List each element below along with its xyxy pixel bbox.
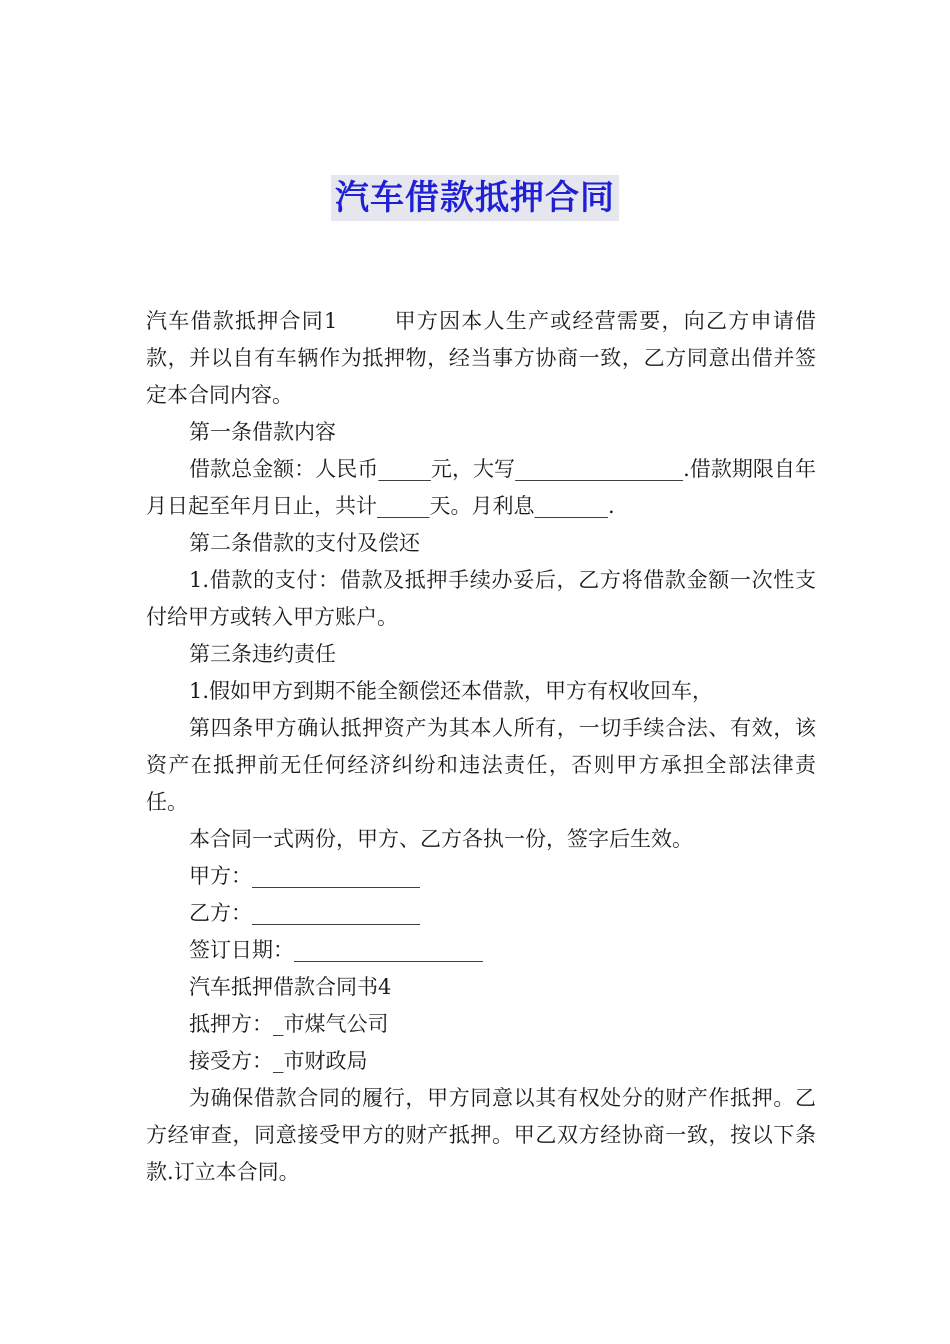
payment-paragraph: 1.借款的支付：借款及抵押手续办妥后，乙方将借款金额一次性支付给甲方或转入甲方账户。: [146, 568, 816, 629]
title-container: [0, 175, 950, 221]
mortgagor-line: 抵押方：_市煤气公司: [189, 1012, 389, 1036]
document-title: 汽车借款抵押合同: [331, 175, 619, 221]
breach-paragraph: 1.假如甲方到期不能全额偿还本借款，甲方有权收回车，: [189, 679, 714, 703]
paragraph-intro: [146, 303, 816, 414]
party-b-signature: 乙方：________________: [189, 901, 420, 925]
article-3-heading: 第三条违约责任: [189, 642, 336, 666]
party-a-signature: 甲方：________________: [189, 864, 420, 888]
section-heading-4: 汽车抵押借款合同书4: [189, 975, 392, 999]
loan-amount-paragraph: 借款总金额：人民币_____元，大写________________.借款期限自年月日起至年月日止，共计_____天。月利息_______.: [146, 457, 816, 518]
copies-paragraph: 本合同一式两份，甲方、乙方各执一份，签字后生效。: [189, 827, 693, 851]
document-body: [146, 303, 816, 1191]
mortgagee-line: 接受方：_市财政局: [189, 1049, 368, 1073]
article-4-paragraph: 第四条甲方确认抵押资产为其本人所有，一切手续合法、有效，该资产在抵押前无任何经济纠纷和违法责任，否则甲方承担全部法律责任。: [146, 716, 816, 814]
closing-paragraph: 为确保借款合同的履行，甲方同意以其有权处分的财产作抵押。乙方经审查，同意接受甲方的财产抵押。甲乙双方经协商一致，按以下条款.订立本合同。: [146, 1086, 816, 1184]
signing-date: 签订日期：__________________: [189, 938, 483, 962]
section-heading-1: 汽车借款抵押合同1: [146, 309, 338, 333]
intro-text: 甲方因本人生产或经营需要，向乙方申请借款，并以自有车辆作为抵押物，经当事方协商一致，乙方同意出借并签定本合同内容。: [146, 309, 816, 407]
article-2-heading: 第二条借款的支付及偿还: [189, 531, 420, 555]
article-1-heading: 第一条借款内容: [189, 420, 336, 444]
